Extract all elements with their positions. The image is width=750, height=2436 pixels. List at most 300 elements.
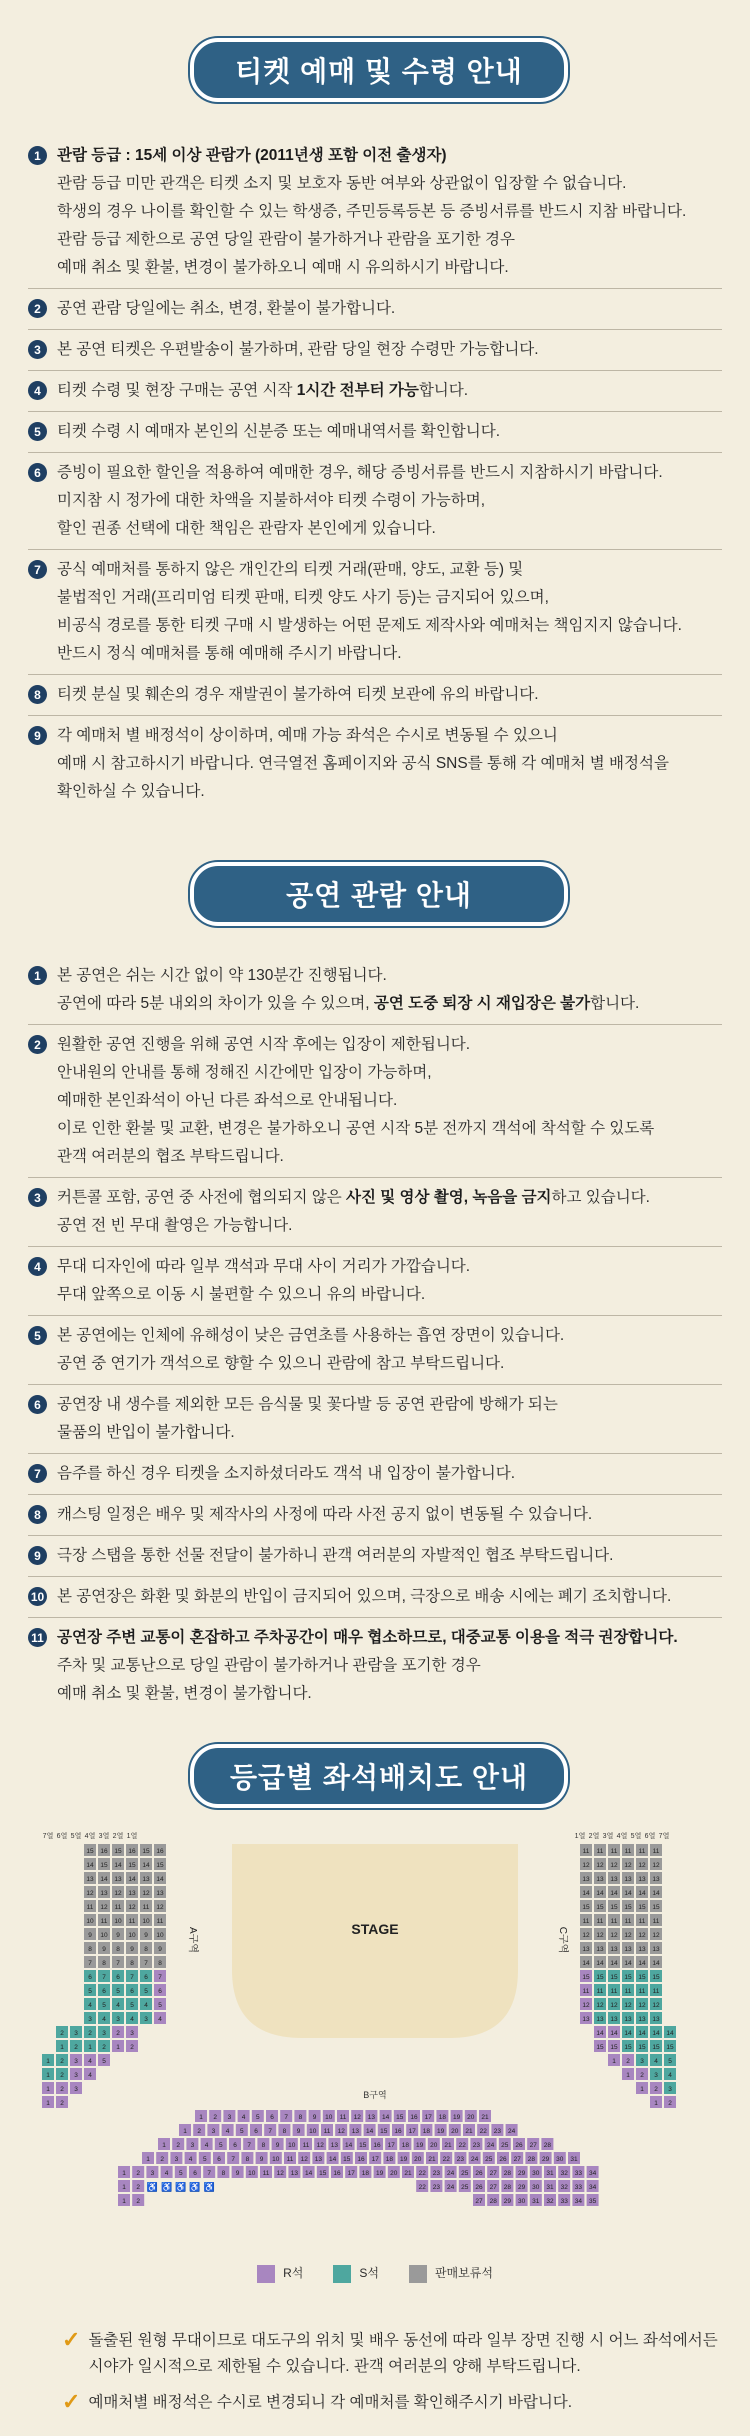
column-label: 1열 — [574, 1833, 586, 1840]
seat-number: 32 — [560, 2184, 568, 2191]
column-label: 5열 — [630, 1833, 642, 1840]
seat-number: 13 — [156, 1890, 164, 1897]
seat-number: 13 — [128, 1890, 136, 1897]
info-item — [28, 1577, 722, 1618]
seat-number: 5 — [668, 2058, 672, 2065]
seat-number: 12 — [624, 1862, 632, 1869]
item-line: 공연에 따라 5분 내외의 차이가 있을 수 있으며, 공연 도중 퇴장 시 재입장은 불가합니다. — [57, 995, 640, 1012]
item-line: 공연 중 연기가 객석으로 향할 수 있으니 관람에 참고 부탁드립니다. — [57, 1355, 505, 1372]
seat-number: 3 — [150, 2170, 155, 2177]
item-number-badge: 7 — [28, 560, 47, 579]
info-item — [28, 1025, 722, 1178]
item-line: 확인하실 수 있습니다. — [57, 783, 205, 800]
column-label: 5열 — [70, 1833, 82, 1840]
seat-number: 35 — [588, 2198, 597, 2205]
seat-number: 9 — [296, 2128, 301, 2135]
seat-number: 24 — [470, 2156, 479, 2163]
seat-number: 4 — [241, 2114, 246, 2121]
column-label: 7열 — [42, 1833, 54, 1840]
seat-number: 2 — [626, 2058, 630, 2065]
seat-number: 14 — [624, 1960, 632, 1967]
item-number-badge: 6 — [28, 1395, 47, 1414]
seat-number: 6 — [217, 2156, 221, 2163]
seat-number: 31 — [546, 2184, 554, 2191]
column-label: 4열 — [616, 1833, 628, 1840]
seat-number: 13 — [367, 2114, 376, 2121]
seat-number: 14 — [624, 1890, 632, 1897]
seat-number: 4 — [668, 2072, 672, 2079]
seat-number: 2 — [136, 2198, 141, 2205]
legend-swatch — [409, 2265, 427, 2283]
seat-number: 12 — [638, 1862, 646, 1869]
legend-label: 판매보류석 — [434, 2266, 493, 2280]
info-item — [28, 1247, 722, 1316]
seat-number: 30 — [517, 2198, 526, 2205]
seat-number: 28 — [503, 2184, 512, 2191]
seat-number: 12 — [142, 1890, 150, 1897]
seat-number: 11 — [142, 1904, 150, 1911]
seat-number: 11 — [323, 2128, 331, 2135]
seat-number: 24 — [486, 2142, 495, 2149]
legend-swatch — [333, 2265, 351, 2283]
legend-item — [333, 2264, 379, 2283]
info-item — [28, 675, 722, 716]
seat-number: 15 — [652, 1974, 660, 1981]
seat-number: 11 — [624, 1988, 632, 1995]
info-item — [28, 1454, 722, 1495]
seat-number: 14 — [652, 1890, 660, 1897]
item-text — [57, 681, 722, 709]
seat-number: 13 — [314, 2156, 323, 2163]
note-item — [62, 2328, 722, 2380]
seat-number: 15 — [86, 1848, 94, 1855]
seat-number: 7 — [158, 1974, 162, 1981]
seat-number: 3 — [74, 2086, 78, 2093]
seat-number: 2 — [640, 2072, 644, 2079]
item-line: 공식 예매처를 통하지 않은 개인간의 티켓 거래(판매, 양도, 교환 등) 및 — [57, 561, 524, 578]
seat-number: 12 — [638, 1932, 646, 1939]
seat-number: 11 — [582, 1848, 590, 1855]
seat-number: 5 — [178, 2170, 183, 2177]
seat-number: 27 — [489, 2170, 497, 2177]
item-line: 공연장 주변 교통이 혼잡하고 주차공간이 매우 협소하므로, 대중교통 이용을 적극 권장합니다. — [57, 1629, 678, 1646]
seat-number: 10 — [309, 2128, 317, 2135]
seat-number: 29 — [503, 2198, 512, 2205]
seat-number: 3 — [174, 2156, 179, 2163]
seat-number: 23 — [456, 2156, 465, 2163]
seat-number: 22 — [418, 2170, 426, 2177]
seat-number: 15 — [156, 1862, 164, 1869]
seat-number: 3 — [640, 2058, 644, 2065]
item-line: 커튼콜 포함, 공연 중 사전에 협의되지 않은 사진 및 영상 촬영, 녹음을 금지하고 있습니다. — [57, 1189, 650, 1206]
seat-number: 3 — [102, 2030, 106, 2037]
info-item — [28, 1316, 722, 1385]
seat-number: 1 — [46, 2072, 50, 2079]
item-line: 증빙이 필요한 할인을 적용하여 예매한 경우, 해당 증빙서류를 반드시 지참하시기 바랍니다. — [57, 464, 663, 481]
item-text — [57, 1460, 722, 1488]
seat-number: 6 — [88, 1974, 92, 1981]
seat-number: 4 — [88, 2002, 92, 2009]
seat-number: 16 — [394, 2128, 402, 2135]
item-line: 공연 관람 당일에는 취소, 변경, 환불이 불가합니다. — [57, 300, 396, 317]
seat-number: 12 — [610, 2002, 618, 2009]
seat-number: 1 — [183, 2128, 187, 2135]
item-number-badge: 9 — [28, 1546, 47, 1565]
seat-number: 11 — [582, 1988, 590, 1995]
seat-number: 7 — [207, 2170, 212, 2177]
seat-number: 27 — [489, 2184, 497, 2191]
column-label: 6열 — [644, 1833, 656, 1840]
seat-number: 12 — [624, 1932, 632, 1939]
seat-number: 14 — [156, 1876, 164, 1883]
info-item — [28, 453, 722, 550]
seat-number: 15 — [596, 1974, 604, 1981]
seat-number: 8 — [116, 1946, 120, 1953]
item-text — [57, 1031, 722, 1171]
seat-number: 3 — [74, 2030, 78, 2037]
seat-number: 9 — [312, 2114, 317, 2121]
seat-number: 18 — [422, 2128, 431, 2135]
seat-number: 15 — [610, 1974, 618, 1981]
seat-number: 4 — [102, 2016, 106, 2023]
seat-number: 7 — [130, 1974, 134, 1981]
seat-number: 12 — [156, 1904, 164, 1911]
seat-number: 2 — [136, 2170, 141, 2177]
seat-number: 10 — [156, 1932, 164, 1939]
seat-number: 12 — [652, 1932, 660, 1939]
seat-number: 11 — [596, 1918, 604, 1925]
seat-number: 12 — [596, 2002, 604, 2009]
seat-number: 14 — [128, 1876, 136, 1883]
seat-number: 18 — [361, 2170, 370, 2177]
seat-number: 6 — [254, 2128, 258, 2135]
seat-number: 2 — [116, 2030, 120, 2037]
seat-number: 7 — [247, 2142, 252, 2149]
seat-number: 27 — [513, 2156, 521, 2163]
seat-number: 5 — [88, 1988, 92, 1995]
seat-number: 9 — [130, 1946, 134, 1953]
seat-number: 12 — [300, 2156, 308, 2163]
seat-number: 14 — [596, 1890, 604, 1897]
seat-number: 22 — [418, 2184, 426, 2191]
item-text — [57, 142, 722, 282]
column-label: 4열 — [84, 1833, 96, 1840]
seat-number: 11 — [114, 1904, 122, 1911]
seat-number: 20 — [467, 2114, 475, 2121]
item-line: 공연장 내 생수를 제외한 모든 음식물 및 꽃다발 등 공연 관람에 방해가 되는 — [57, 1396, 558, 1413]
seat-number: 13 — [610, 1946, 618, 1953]
item-text — [57, 1322, 722, 1378]
seat-number: 13 — [652, 1876, 660, 1883]
seat-number: 1 — [46, 2100, 50, 2107]
seat-number: 14 — [638, 2030, 646, 2037]
seat-number: 24 — [446, 2184, 455, 2191]
seat-number: 10 — [325, 2114, 333, 2121]
seat-number: 16 — [357, 2156, 365, 2163]
seat-number: 10 — [86, 1918, 94, 1925]
seat-number: 6 — [158, 1988, 162, 1995]
seat-number: 13 — [596, 1946, 604, 1953]
seat-number: 5 — [102, 2002, 106, 2009]
seat-number: 25 — [501, 2142, 509, 2149]
note-text: 돌출된 원형 무대이므로 대도구의 위치 및 배우 동선에 따라 일부 장면 진행 시 어느 좌석에서든 시야가 일시적으로 제한될 수 있습니다. 관객 여러분의 양해 부탁드립니다. — [88, 2332, 718, 2375]
seat-number: 20 — [430, 2142, 438, 2149]
seat-number: 11 — [638, 1848, 646, 1855]
item-line: 예매한 본인좌석이 아닌 다른 좌석으로 안내됩니다. — [57, 1092, 398, 1109]
seat-number: 15 — [596, 1904, 604, 1911]
seat-number: 13 — [582, 2016, 590, 2023]
item-line: 이로 인한 환불 및 교환, 변경은 불가하오니 공연 시작 5분 전까지 객석에 착석할 수 있도록 — [57, 1120, 655, 1137]
seat-number: 15 — [100, 1862, 108, 1869]
item-number-badge: 5 — [28, 422, 47, 441]
wheelchair-icon: ♿ — [189, 2182, 201, 2192]
seat-number: 14 — [666, 2030, 674, 2037]
seat-number: 12 — [652, 1862, 660, 1869]
seat-number: 14 — [582, 1960, 590, 1967]
seat-number: 6 — [116, 1974, 120, 1981]
seat-number: 4 — [654, 2058, 658, 2065]
seat-number: 4 — [88, 2072, 92, 2079]
item-line: 관람 등급 : 15세 이상 관람가 (2011년생 포함 이전 출생자) — [57, 147, 447, 164]
seat-number: 31 — [532, 2198, 540, 2205]
seat-number: 15 — [624, 2044, 632, 2051]
item-number-badge: 3 — [28, 340, 47, 359]
seat-number: 3 — [74, 2058, 78, 2065]
seat-number: 12 — [582, 1932, 590, 1939]
seat-number: 13 — [100, 1890, 108, 1897]
item-line: 원활한 공연 진행을 위해 공연 시작 후에는 입장이 제한됩니다. — [57, 1036, 471, 1053]
seat-number: 26 — [475, 2184, 483, 2191]
seat-number: 20 — [414, 2156, 422, 2163]
item-line: 티켓 수령 시 예매자 본인의 신분증 또는 예매내역서를 확인합니다. — [57, 423, 501, 440]
seat-number: 12 — [337, 2128, 345, 2135]
seat-number: 16 — [373, 2142, 381, 2149]
column-label: 7열 — [658, 1833, 670, 1840]
seat-number: 28 — [489, 2198, 497, 2205]
seat-number: 33 — [574, 2170, 583, 2177]
seat-number: 14 — [596, 2030, 604, 2037]
seat-number: 2 — [60, 2100, 64, 2107]
zone-a-label: A구역 — [187, 1927, 198, 1953]
item-text — [57, 1184, 722, 1240]
seat-number: 2 — [60, 2086, 64, 2093]
item-number-badge: 3 — [28, 1188, 47, 1207]
item-text — [57, 418, 722, 446]
seat-number: 9 — [102, 1946, 106, 1953]
seat-number: 1 — [640, 2086, 644, 2093]
seat-number: 2 — [654, 2086, 658, 2093]
seat-number: 4 — [116, 2002, 120, 2009]
wheelchair-icon: ♿ — [146, 2182, 159, 2192]
info-item — [28, 1178, 722, 1247]
ticket-info-list — [28, 136, 722, 812]
seat-number: 8 — [158, 1960, 162, 1967]
seat-number: 28 — [527, 2156, 536, 2163]
seat-number: 11 — [262, 2170, 270, 2177]
item-number-badge: 2 — [28, 1035, 47, 1054]
seat-number: 33 — [560, 2198, 568, 2205]
seat-number: 1 — [199, 2114, 203, 2121]
seat-number: 14 — [381, 2114, 390, 2121]
seat-legend — [0, 2264, 750, 2283]
wheelchair-icon: ♿ — [175, 2182, 187, 2192]
viewing-info-list — [28, 956, 722, 1714]
seat-number: 8 — [88, 1946, 92, 1953]
item-number-badge: 8 — [28, 1505, 47, 1524]
seat-number: 9 — [144, 1932, 148, 1939]
seat-number: 12 — [276, 2170, 284, 2177]
seat-number: 11 — [302, 2142, 310, 2149]
seat-number: 9 — [275, 2142, 280, 2149]
note-item — [62, 2390, 722, 2416]
info-item — [28, 1536, 722, 1577]
seat-number: 3 — [130, 2030, 134, 2037]
seat-number: 13 — [624, 1876, 632, 1883]
item-text — [57, 722, 722, 806]
item-line: 안내원의 안내를 통해 정해진 시간에만 입장이 가능하며, — [57, 1064, 432, 1081]
seat-number: 25 — [461, 2184, 469, 2191]
info-item — [28, 289, 722, 330]
seat-number: 16 — [128, 1848, 136, 1855]
seat-number: 11 — [638, 1988, 646, 1995]
seat-number: 6 — [270, 2114, 274, 2121]
seat-number: 13 — [351, 2128, 360, 2135]
seat-number: 34 — [574, 2198, 583, 2205]
seat-number: 14 — [365, 2128, 374, 2135]
zone-c-label: C구역 — [557, 1926, 568, 1954]
seat-number: 12 — [353, 2114, 361, 2121]
seat-number: 14 — [582, 1890, 590, 1897]
item-text — [57, 1542, 722, 1570]
info-item — [28, 1385, 722, 1454]
item-number-badge: 1 — [28, 146, 47, 165]
seat-number: 8 — [298, 2114, 303, 2121]
seat-number: 11 — [652, 1988, 660, 1995]
seat-number: 15 — [359, 2142, 367, 2149]
seat-number: 12 — [596, 1932, 604, 1939]
seat-number: 32 — [560, 2170, 568, 2177]
seat-number: 23 — [432, 2170, 441, 2177]
seat-number: 12 — [610, 1932, 618, 1939]
seat-number: 15 — [652, 1904, 660, 1911]
seat-number: 24 — [446, 2170, 455, 2177]
item-text — [57, 1624, 722, 1708]
seat-number: 19 — [375, 2170, 384, 2177]
seat-number: 5 — [144, 1988, 148, 1995]
seat-number: 9 — [88, 1932, 92, 1939]
seat-number: 2 — [160, 2156, 165, 2163]
seat-number: 34 — [588, 2170, 597, 2177]
seat-number: 26 — [475, 2170, 483, 2177]
seat-number: 9 — [158, 1946, 162, 1953]
item-number-badge: 6 — [28, 463, 47, 482]
seat-number: 8 — [261, 2142, 266, 2149]
seat-number: 5 — [130, 2002, 134, 2009]
seat-number: 14 — [344, 2142, 353, 2149]
item-text — [57, 1391, 722, 1447]
seat-number: 14 — [86, 1862, 94, 1869]
column-label: 3열 — [98, 1833, 110, 1840]
seat-number: 11 — [596, 1848, 604, 1855]
seat-number: 14 — [610, 2030, 618, 2037]
seat-number: 14 — [652, 2030, 660, 2037]
seat-number: 1 — [46, 2086, 50, 2093]
seat-number: 6 — [233, 2142, 237, 2149]
seat-number: 1 — [122, 2198, 126, 2205]
wheelchair-icon: ♿ — [203, 2182, 215, 2192]
seat-number: 12 — [316, 2142, 324, 2149]
seat-number: 8 — [144, 1946, 148, 1953]
seat-number: 20 — [451, 2128, 459, 2135]
seat-number: 16 — [333, 2170, 341, 2177]
seat-number: 7 — [88, 1960, 92, 1967]
seat-number: 13 — [582, 1946, 590, 1953]
item-line: 예매 시 참고하시기 바랍니다. 연극열전 홈페이지와 공식 SNS를 통해 각 예매처 별 배정석을 — [57, 755, 669, 772]
seat-number: 15 — [638, 2044, 646, 2051]
seat-number: 15 — [142, 1848, 150, 1855]
seat-number: 13 — [652, 1946, 660, 1953]
item-text — [57, 1583, 722, 1611]
item-line: 각 예매처 별 배정석이 상이하며, 예매 가능 좌석은 수시로 변동될 수 있으니 — [57, 727, 558, 744]
seat-number: 15 — [380, 2128, 388, 2135]
seating-notes — [62, 2328, 722, 2426]
seat-number: 3 — [74, 2072, 78, 2079]
seat-number: 1 — [60, 2044, 64, 2051]
seat-number: 15 — [610, 2044, 618, 2051]
info-item — [28, 136, 722, 289]
item-line: 무대 앞쪽으로 이동 시 불편할 수 있으니 유의 바랍니다. — [57, 1286, 426, 1303]
seat-number: 15 — [610, 1904, 618, 1911]
item-text — [57, 336, 722, 364]
seat-number: 14 — [624, 2030, 632, 2037]
seat-number: 11 — [610, 1918, 618, 1925]
seat-number: 19 — [452, 2114, 461, 2121]
item-line: 공연 전 빈 무대 촬영은 가능합니다. — [57, 1217, 293, 1234]
seat-number: 3 — [116, 2016, 120, 2023]
item-line: 관람 등급 제한으로 공연 당일 관람이 불가하거나 관람을 포기한 경우 — [57, 231, 516, 248]
seat-number: 2 — [176, 2142, 181, 2149]
seat-number: 12 — [638, 2002, 646, 2009]
seat-number: 2 — [130, 2044, 134, 2051]
seat-number: 13 — [86, 1876, 94, 1883]
seat-number: 10 — [248, 2170, 256, 2177]
seat-number: 12 — [610, 1862, 618, 1869]
seat-number: 7 — [231, 2156, 236, 2163]
item-line: 미지참 시 정가에 대한 차액을 지불하셔야 티켓 수령이 가능하며, — [57, 492, 486, 509]
seat-number: 15 — [128, 1862, 136, 1869]
seat-number: 11 — [128, 1918, 136, 1925]
seat-number: 23 — [472, 2142, 481, 2149]
info-item — [28, 330, 722, 371]
seat-number: 17 — [424, 2114, 432, 2121]
seat-number: 8 — [221, 2170, 226, 2177]
info-item — [28, 1495, 722, 1536]
seat-number: 5 — [102, 2058, 106, 2065]
seat-number: 2 — [60, 2030, 64, 2037]
seat-number: 13 — [652, 2016, 660, 2023]
item-line: 본 공연장은 화환 및 화분의 반입이 금지되어 있으며, 극장으로 배송 시에는 폐기 조치합니다. — [57, 1588, 672, 1605]
seat-number: 9 — [259, 2156, 264, 2163]
seat-number: 26 — [499, 2156, 507, 2163]
seat-number: 16 — [410, 2114, 418, 2121]
seat-number: 1 — [626, 2072, 630, 2079]
item-number-badge: 11 — [28, 1628, 47, 1647]
seat-number: 25 — [485, 2156, 493, 2163]
ticket-section-title: 티켓 예매 및 수령 안내 — [190, 38, 568, 102]
legend-item — [257, 2264, 303, 2283]
seat-number: 7 — [144, 1960, 148, 1967]
seat-number: 9 — [116, 1932, 120, 1939]
